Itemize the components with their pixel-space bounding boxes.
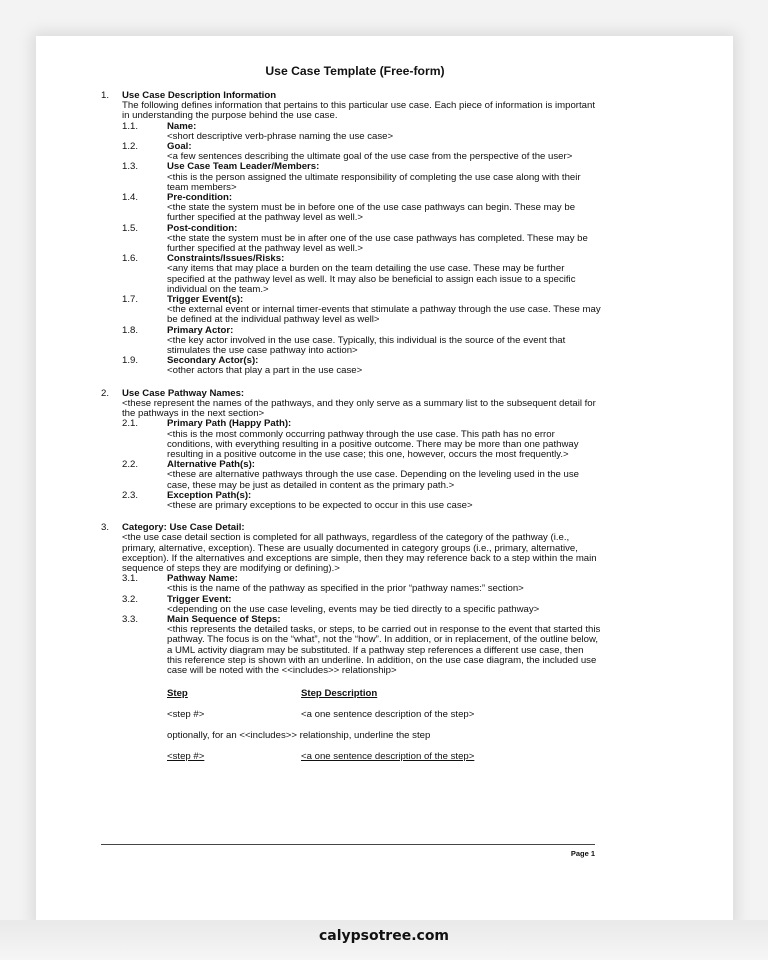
- steps-table: [167, 689, 601, 773]
- steps-header-step: Step: [167, 688, 188, 700]
- item-label: Post-condition:: [167, 222, 238, 234]
- item-text: <these are alternative pathways through the use case. Depending on the leveling used in the use case, these may be just as detailed in content as the primary path.>: [167, 469, 580, 491]
- item-1-7: 1.7. Trigger Event(s): <the external event or internal timer-events that stimulate a pathway through the use case. These may be defined at the individual pathway level as well>: [122, 294, 601, 326]
- steps-note: [167, 731, 601, 752]
- item-text: <a few sentences describing the ultimate goal of the use case from the perspective of the user>: [167, 151, 573, 163]
- section-2: [101, 389, 601, 511]
- section-number: 2.: [101, 387, 110, 399]
- watermark: calypsotree.com: [318, 928, 450, 944]
- section-heading: Use Case Description Information: [122, 90, 277, 101]
- section-heading: Category: Use Case Detail:: [122, 522, 245, 534]
- item-label: Exception Path(s):: [167, 489, 252, 501]
- item-2-3: 2.3. Exception Path(s): <these are primary exceptions to be expected to occur in this use case>: [122, 491, 601, 511]
- document-content: [101, 64, 601, 785]
- item-label: Primary Path (Happy Path):: [167, 418, 292, 430]
- steps-note-text: optionally, for an <<includes>> relationship, underline the step: [167, 730, 431, 742]
- item-label: Name:: [167, 120, 197, 132]
- item-text: <this is the most commonly occurring pathway through the use case. This path has no error conditions, with everything resulting in a positive outcome. There may be more than one pathway resulting in a positive outcome in the use case; this one, however, occurs the most frequently.>: [167, 428, 579, 460]
- item-label: Alternative Path(s):: [167, 459, 255, 471]
- item-1-2: 1.2. Goal: <a few sentences describing the ultimate goal of the use case from the perspective of the user>: [122, 142, 601, 162]
- steps-row-underlined: [167, 752, 601, 773]
- item-label: Main Sequence of Steps:: [167, 613, 281, 625]
- item-label: Trigger Event(s):: [167, 294, 244, 306]
- item-1-5: 1.5. Post-condition: <the state the system must be in after one of the use case pathways has completed. These may be further specified at the pathway level as well.>: [122, 224, 601, 255]
- item-label: Goal:: [167, 141, 192, 153]
- section-3: [101, 523, 601, 773]
- item-text: <the state the system must be in after one of the use case pathways has completed. These may be further specified at the pathway level as well.>: [167, 232, 588, 255]
- item-1-9: 1.9. Secondary Actor(s): <other actors that play a part in the use case>: [122, 356, 601, 376]
- document-title: Use Case Template (Free-form): [265, 64, 445, 78]
- section-heading: Use Case Pathway Names:: [122, 387, 245, 399]
- section-1: [101, 91, 601, 377]
- item-text: <this represents the detailed tasks, or steps, to be carried out in response to the event that started this pathway. The focus is on the “what”, not the “how”. In addition, or in replacement, of the outline below, a UML activity diagram may be substituted. If a pathway step references a different use case, then this reference step is shown with an underline. In addition, on the use case diagram, the included use case will be noted with the <<includes>> relationship>: [167, 624, 601, 676]
- item-label: Use Case Team Leader/Members:: [167, 161, 320, 173]
- section-text: The following defines information that pertains to this particular use case. Each piece of information is important in understanding the purpose behind the use case.: [122, 100, 596, 122]
- step-number: <step #>: [167, 751, 205, 763]
- step-description: <a one sentence description of the step>: [301, 751, 475, 763]
- item-3-2: 3.2. Trigger Event: <depending on the use case leveling, events may be tied directly to a specific pathway>: [122, 595, 601, 615]
- item-label: Pathway Name:: [167, 573, 238, 585]
- section-text: <the use case detail section is completed for all pathways, regardless of the category of the pathway (i.e., primary, alternative, exception). These are usually documented in category groups (i.e., primary, alternative, exception). If the alternatives and exceptions are simple, then they may reference back to a step within the main sequence of steps they are modifying or defining).>: [122, 532, 597, 574]
- step-number: <step #>: [167, 709, 205, 721]
- item-label: Trigger Event:: [167, 593, 232, 605]
- section-number: 3.: [101, 522, 110, 534]
- item-2-1: 2.1. Primary Path (Happy Path): <this is the most commonly occurring pathway through the use case. This path has no error conditions, with everything resulting in a positive outcome. There may be more than one pathway resulting in a positive outcome in the use case; this one, however, occurs the most frequently.>: [122, 419, 601, 460]
- item-label: Pre-condition:: [167, 192, 233, 204]
- item-label: Secondary Actor(s):: [167, 355, 259, 367]
- footer-divider: [101, 844, 595, 845]
- item-label: Primary Actor:: [167, 324, 234, 336]
- item-1-3: 1.3. Use Case Team Leader/Members: <this is the person assigned the ultimate responsibility of completing the use case along with their team members>: [122, 162, 601, 193]
- item-text: <the state the system must be in before one of the use case pathways can begin. These may be further specified at the pathway level as well.>: [167, 202, 576, 224]
- item-text: <this is the person assigned the ultimate responsibility of completing the use case along with their team members>: [167, 171, 581, 193]
- section-text: <these represent the names of the pathways, and they only serve as a summary list to the subsequent detail for the pathways in the next section>: [122, 397, 596, 420]
- item-text: <any items that may place a burden on the team detailing the use case. These may be further specified at the pathway level as well. It may also be beneficial to assign each issue to a specific individual on the team.>: [167, 263, 576, 295]
- item-3-3: 3.3. Main Sequence of Steps: <this represents the detailed tasks, or steps, to be carried out in response to the event that started this pathway. The focus is on the “what”, not the “how”. In addition, or in replacement, of the outline below, a UML activity diagram may be substituted. If a pathway step references a different use case, then this reference step is shown with an underline. In addition, on the use case diagram, the included use case will be noted with the <<includes>> relationship>: [122, 613, 601, 676]
- section-number: 1.: [101, 90, 110, 101]
- item-1-4: 1.4. Pre-condition: <the state the system must be in before one of the use case pathways can begin. These may be further specified at the pathway level as well.>: [122, 193, 601, 224]
- item-1-1: 1.1. Name: <short descriptive verb-phrase naming the use case>: [122, 122, 601, 142]
- item-text: <short descriptive verb-phrase naming the use case>: [167, 130, 394, 142]
- item-text: <depending on the use case leveling, events may be tied directly to a specific pathway>: [167, 603, 540, 615]
- steps-header-description: Step Description: [301, 688, 378, 700]
- item-text: <the external event or internal timer-events that stimulate a pathway through the use case. These may be defined at the individual pathway level as well>: [167, 304, 601, 326]
- steps-row: [167, 710, 601, 731]
- item-label: Constraints/Issues/Risks:: [167, 253, 285, 265]
- step-description: <a one sentence description of the step>: [301, 709, 475, 721]
- item-3-1: 3.1. Pathway Name: <this is the name of the pathway as specified in the prior “pathway names:” section>: [122, 574, 601, 594]
- item-text: <these are primary exceptions to be expected to occur in this use case>: [167, 499, 473, 511]
- item-text: <the key actor involved in the use case. Typically, this individual is the source of the event that stimulates the use case pathway into action>: [167, 334, 566, 357]
- item-text: <this is the name of the pathway as specified in the prior “pathway names:” section>: [167, 583, 524, 595]
- steps-header-row: [167, 689, 601, 710]
- item-1-8: 1.8. Primary Actor: <the key actor involved in the use case. Typically, this individual is the source of the event that stimulates the use case pathway into action>: [122, 326, 601, 357]
- item-1-6: 1.6. Constraints/Issues/Risks: <any items that may place a burden on the team detailing the use case. These may be further specified at the pathway level as well. It may also be beneficial to assign each issue to a specific individual on the team.>: [122, 254, 601, 295]
- item-2-2: 2.2. Alternative Path(s): <these are alternative pathways through the use case. Depending on the leveling used in the use case, these may be just as detailed in content as the primary path.>: [122, 460, 601, 491]
- item-text: <other actors that play a part in the use case>: [167, 365, 363, 377]
- page-number: Page 1: [570, 849, 595, 858]
